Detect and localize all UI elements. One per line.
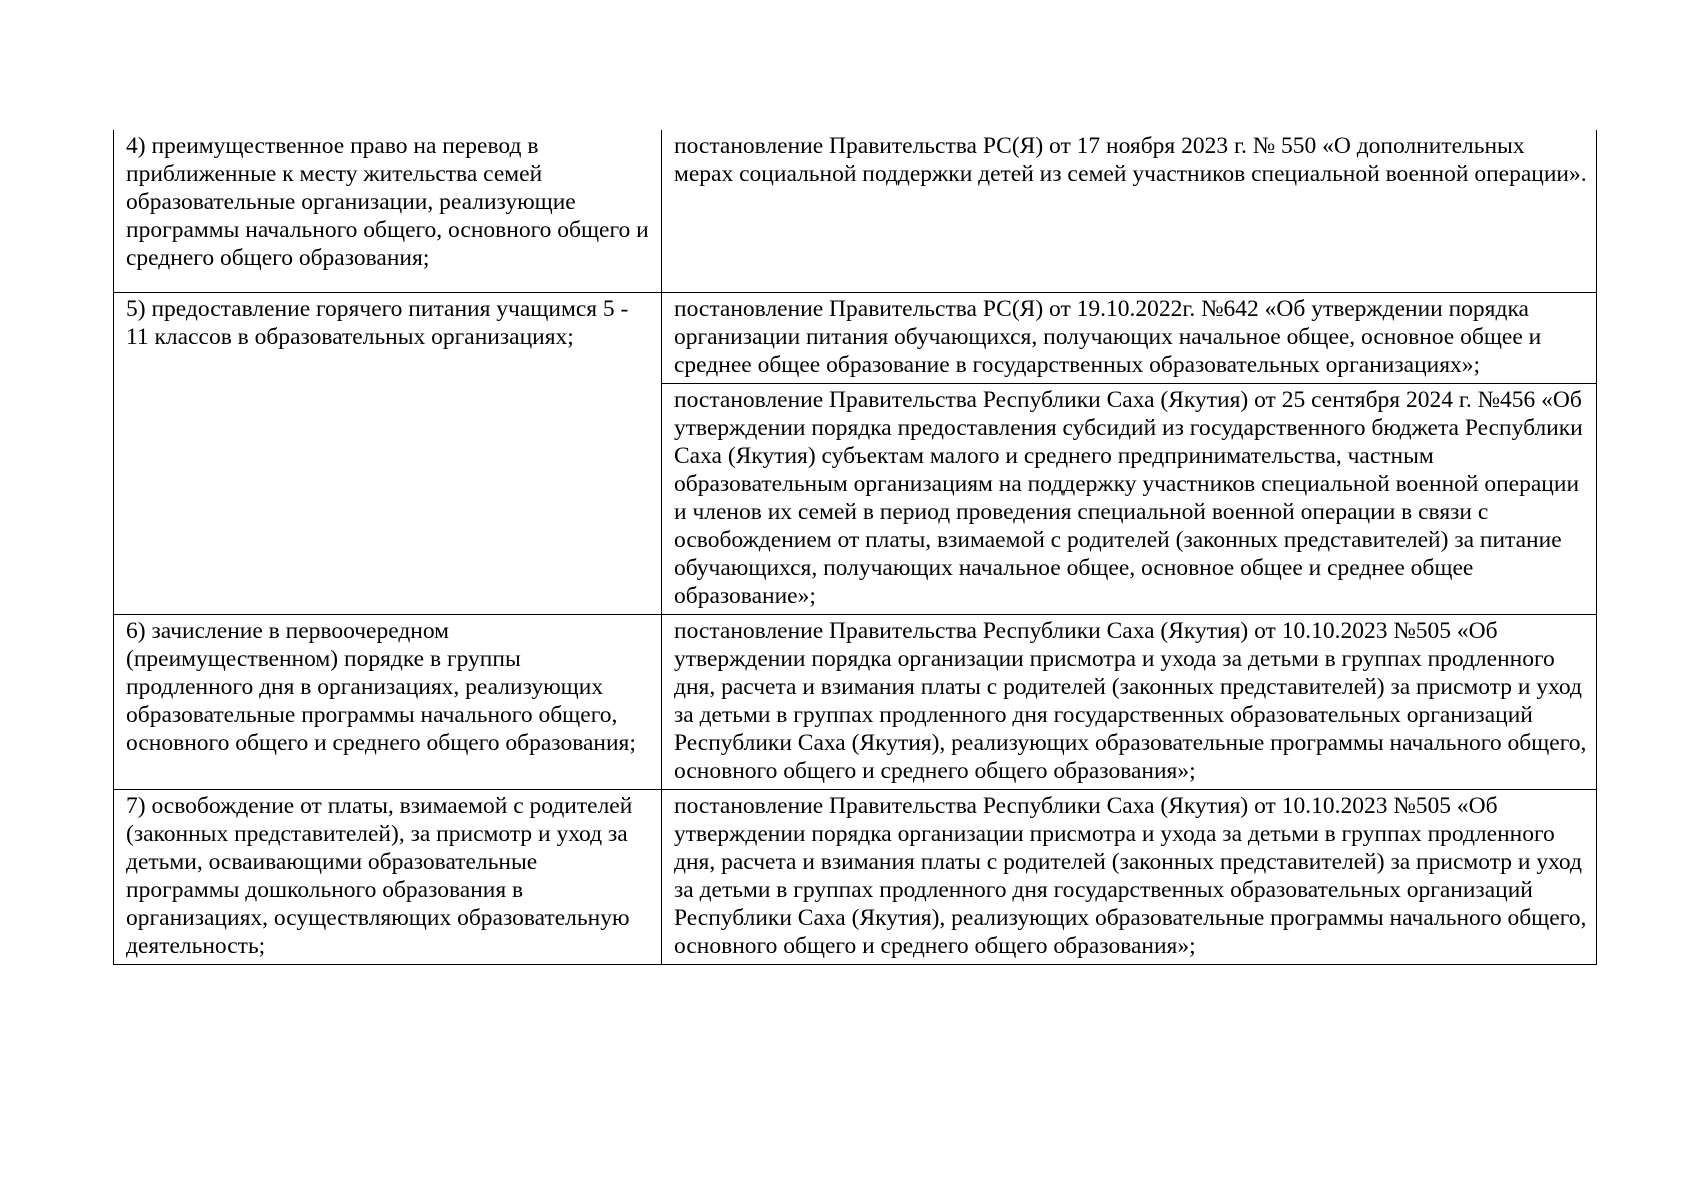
legal-act-text: постановление Правительства Республики Саха (Якутия) от 10.10.2023 №505 «Об утверждении порядка организации присмотра и ухода за детьми в группах продленного дня, расчета и взимания платы с родителей (законных представителей) за присмотр и уход за детьми в группах продленного дня государственных образовательных организаций Республики Саха (Якутия), реализующих образовательные программы начального общего, основного общего и среднего общего образования»; xyxy=(674,618,1587,784)
legal-act-cell xyxy=(662,615,1597,790)
table-row xyxy=(114,615,1597,790)
measure-text: 4) преимущественное право на перевод в приближенные к месту жительства семей образовательные организации, реализующие программы начального общего, основного общего и среднего общего образования; xyxy=(126,133,649,271)
legal-act-cell xyxy=(662,130,1597,293)
legal-act-cell xyxy=(662,293,1597,384)
measure-cell xyxy=(114,293,662,615)
legal-act-text: постановление Правительства Республики Саха (Якутия) от 25 сентября 2024 г. №456 «Об утверждении порядка предоставления субсидий из государственного бюджета Республики Саха (Якутия) субъектам малого и среднего предпринимательства, частным образовательным организациям на поддержку участников специальной военной операции и членов их семей в период проведения специальной военной операции в связи с освобождением от платы, взимаемой с родителей (законных представителей) за питание обучающихся, получающих начальное общее, основное общее и среднее общее образование»; xyxy=(674,387,1583,609)
legal-act-cell xyxy=(662,384,1597,615)
table-row xyxy=(114,130,1597,293)
measure-cell xyxy=(114,615,662,790)
legal-act-text: постановление Правительства РС(Я) от 19.10.2022г. №642 «Об утверждении порядка организации питания обучающихся, получающих начальное общее, основное общее и среднее общее образование в государственных образовательных организациях»; xyxy=(674,296,1542,378)
support-measures-table xyxy=(113,130,1597,965)
table-row xyxy=(114,790,1597,965)
measure-cell xyxy=(114,790,662,965)
legal-act-cell xyxy=(662,790,1597,965)
legal-act-text: постановление Правительства Республики Саха (Якутия) от 10.10.2023 №505 «Об утверждении порядка организации присмотра и ухода за детьми в группах продленного дня, расчета и взимания платы с родителей (законных представителей) за присмотр и уход за детьми в группах продленного дня государственных образовательных организаций Республики Саха (Якутия), реализующих образовательные программы начального общего, основного общего и среднего общего образования»; xyxy=(674,793,1587,959)
measure-cell xyxy=(114,130,662,293)
measure-text: 7) освобождение от платы, взимаемой с родителей (законных представителей), за присмотр и уход за детьми, осваивающими образовательные программы дошкольного образования в организациях, осуществляющих образовательную деятельность; xyxy=(126,793,633,959)
legal-act-text: постановление Правительства РС(Я) от 17 ноября 2023 г. № 550 «О дополнительных мерах социальной поддержки детей из семей участников специальной военной операции». xyxy=(674,133,1587,187)
measure-text: 6) зачисление в первоочередном (преимущественном) порядке в группы продленного дня в организациях, реализующих образовательные программы начального общего, основного общего и среднего общего образования; xyxy=(126,618,636,756)
measure-text: 5) предоставление горячего питания учащимся 5 - 11 классов в образовательных организациях; xyxy=(126,296,629,350)
table-row xyxy=(114,293,1597,384)
